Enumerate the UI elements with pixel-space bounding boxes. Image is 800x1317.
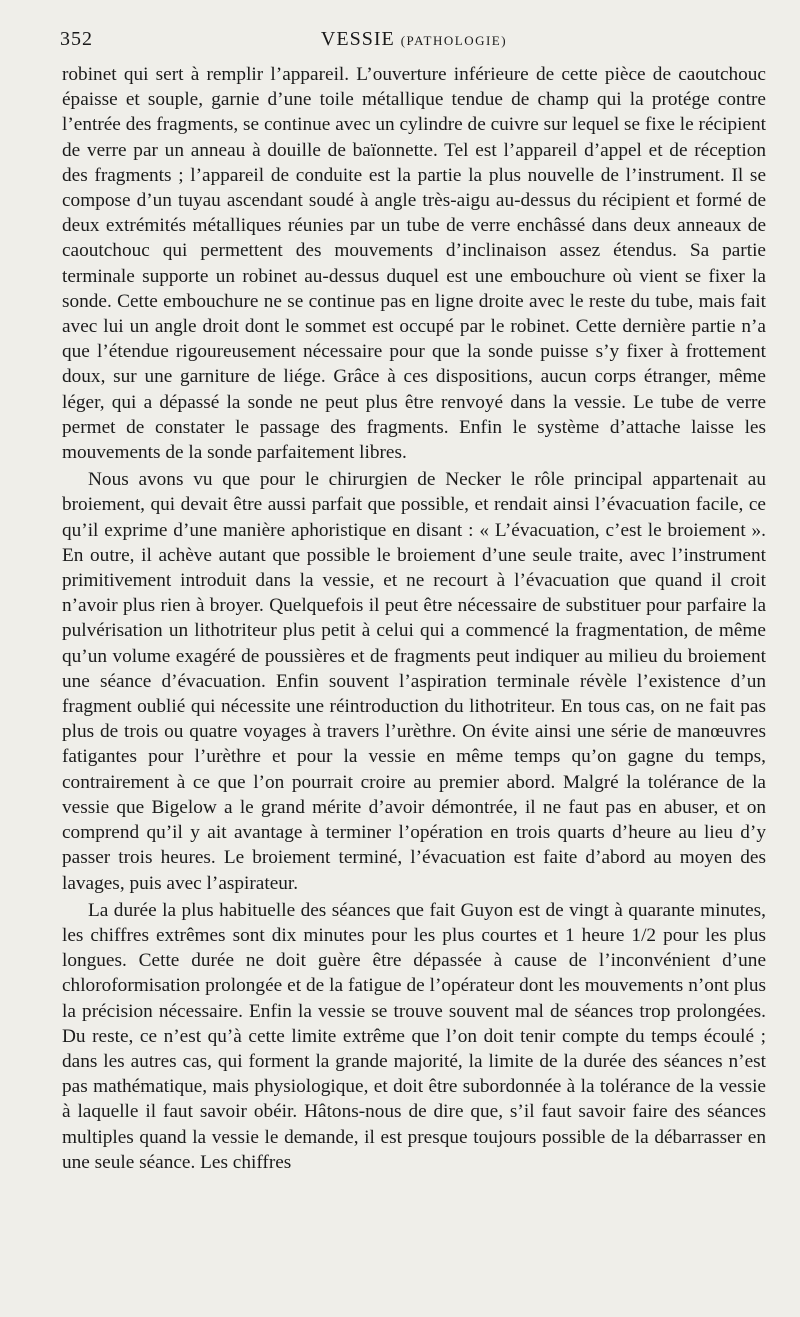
page-header [62, 24, 766, 54]
paragraph-1: robinet qui sert à remplir l’appareil. L’ouverture inférieure de cette pièce de caoutchouc épaisse et souple, garnie d’une toile métallique tendue de champ qui la protége contre l’entrée des fragments, se continue avec un cylindre de cuivre sur lequel se fixe le récipient de verre par un anneau à douille de baïonnette. Tel est l’appareil d’appel et de réception des fragments ; l’appareil de conduite est la partie la plus nouvelle de l’instrument. Il se compose d’un tuyau ascendant soudé à angle très-aigu au-dessus du récipient et formé de deux extrémités métalliques réunies par un tube de verre enchâssé dans deux anneaux de caoutchouc qui permettent des mouvements d’inclinaison assez étendus. Sa partie terminale supporte un robinet au-dessus duquel est une embouchure où vient se fixer la sonde. Cette embouchure ne se continue pas en ligne droite avec le reste du tube, mais fait avec lui un angle droit dont le sommet est occupé par le robinet. Cette dernière partie n’a que l’étendue rigoureusement nécessaire pour que la sonde puisse s’y fixer à frottement doux, sur une garniture de liége. Grâce à ces dispositions, aucun corps étranger, même léger, qui a dépassé la sonde ne peut plus être renvoyé dans la vessie. Le tube de verre permet de constater le passage des fragments. Enfin le système d’attache laisse les mouvements de la sonde parfaitement libres. [62, 64, 766, 464]
paragraph-2: Nous avons vu que pour le chirurgien de Necker le rôle principal appartenait au broiement, qui devait être aussi parfait que possible, et rendait ainsi l’évacuation facile, ce qu’il exprime d’une manière aphoristique en disant : « L’évacuation, c’est le broiement ». En outre, il achève autant que possible le broiement d’une seule traite, avec l’instrument primitivement introduit dans la vessie, et ne recourt à l’évacuation que quand il croit n’avoir plus rien à broyer. Quelquefois il peut être nécessaire de substituer pour parfaire la pulvérisation un lithotriteur plus petit à celui qui a commencé la fragmentation, de même qu’un volume exagéré de poussières et de fragments peut indiquer au milieu du broiement une séance d’évacuation. Enfin souvent l’aspiration terminale révèle l’existence d’un fragment oublié qui nécessite une réintroduction du lithotriteur. En tous cas, on ne fait pas plus de trois ou quatre voyages à travers l’urèthre. On évite ainsi une série de manœuvres fatigantes pour l’urèthre et pour la vessie en même temps qu’on gagne du temps, contrairement à ce que l’on pourrait croire au premier abord. Malgré la tolérance de la vessie que Bigelow a le grand mérite d’avoir démontrée, il ne faut pas en abuser, et on comprend qu’il y ait avantage à terminer l’opération en trois quarts d’heure au lieu d’y passer trois heures. Le broiement terminé, l’évacuation est faite d’abord au moyen des lavages, puis avec l’aspirateur. [62, 469, 766, 894]
paragraph-3: La durée la plus habituelle des séances que fait Guyon est de vingt à quarante minutes, les chiffres extrêmes sont dix minutes pour les plus courtes et 1 heure 1/2 pour les plus longues. Cette durée ne doit guère être dépassée à cause de l’inconvénient d’une chloroformisation prolongée et de la fatigue de l’opérateur dont les mouvements n’ont plus la précision nécessaire. Enfin la vessie se trouve souvent mal de séances trop prolongées. Du reste, ce n’est qu’à cette limite extrême que l’on doit tenir compte du temps écoulé ; dans les autres cas, qui forment la grande majorité, la limite de la durée des séances n’est pas mathématique, mais physiologique, et doit être subordonnée à la tolérance de la vessie à laquelle il faut savoir obéir. Hâtons-nous de dire que, s’il faut savoir faire des séances multiples quand la vessie le demande, il est presque toujours possible de la débarrasser en une seule séance. Les chiffres [62, 899, 766, 1173]
running-head-subtitle: (PATHOLOGIE) [400, 33, 508, 48]
body-text [62, 62, 766, 1175]
page-number: 352 [60, 28, 93, 50]
running-head-title: VESSIE [320, 28, 395, 50]
running-head [62, 24, 766, 56]
